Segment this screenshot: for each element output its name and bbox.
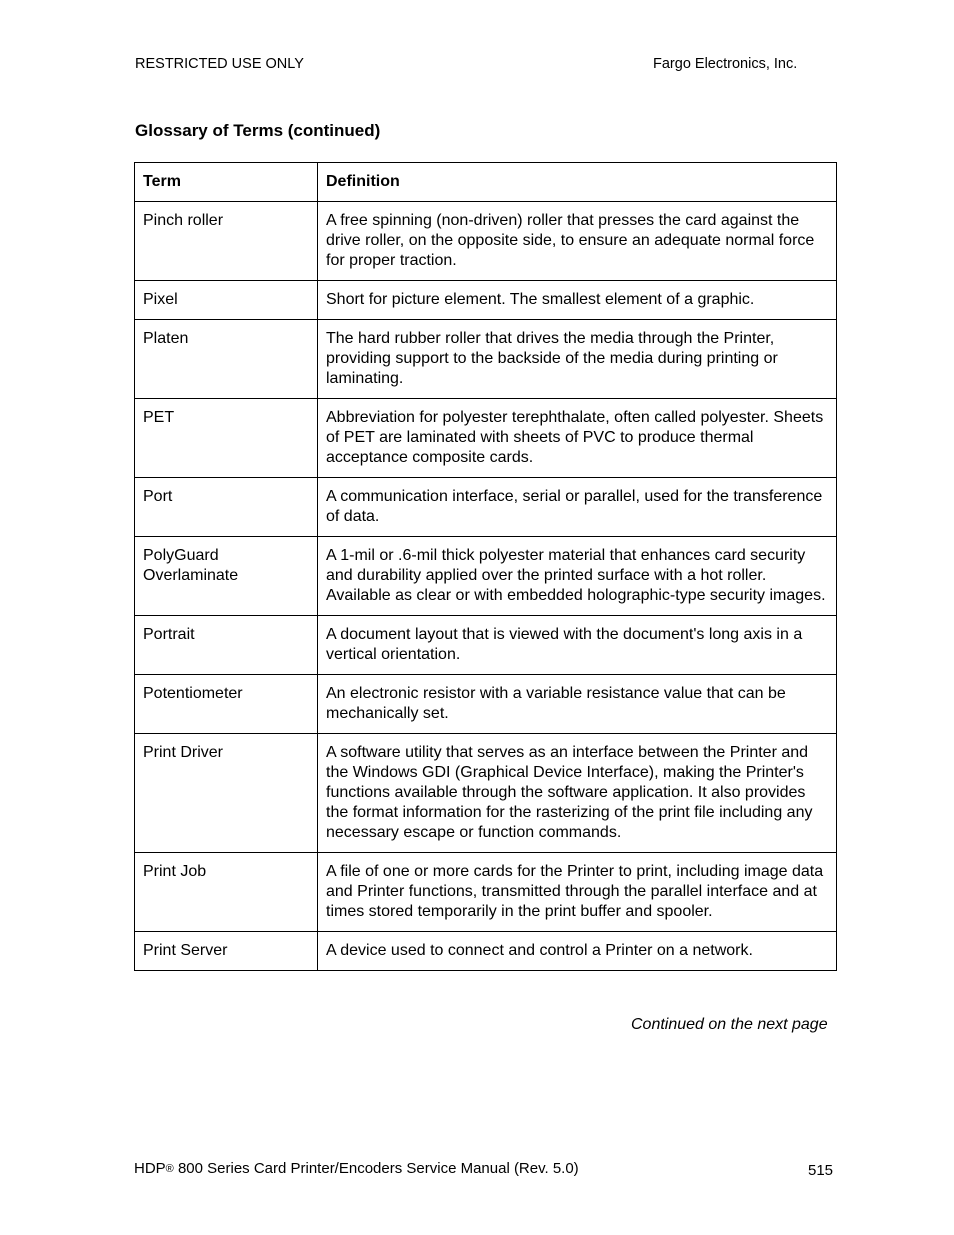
table-row [135,320,837,399]
definition-cell: Abbreviation for polyester terephthalate, often called polyester. Sheets of PET are laminated with sheets of PVC to produce thermal acceptance composite cards. [318,399,837,478]
continued-note: Continued on the next page [631,1016,828,1033]
column-header-term: Term [135,163,318,202]
definition-cell: A 1-mil or .6-mil thick polyester material that enhances card security and durability applied over the printed surface with a hot roller. Available as clear or with embedded holographic-type security images. [318,537,837,616]
footer-manual-title [134,1160,579,1177]
definition-cell: A document layout that is viewed with the document's long axis in a vertical orientation. [318,616,837,675]
page-number: 515 [808,1162,834,1179]
table-row [135,932,837,971]
table-row [135,616,837,675]
term-cell: PolyGuard Overlaminate [135,537,318,616]
table-row [135,399,837,478]
definition-cell: A software utility that serves as an interface between the Printer and the Windows GDI (Graphical Device Interface), making the Printer's functions available through the software application. It also provides the format information for the rasterizing of the print file including any necessary escape or function commands. [318,734,837,853]
glossary-table [134,162,837,971]
term-cell: Portrait [135,616,318,675]
footer-brand: HDP [134,1160,166,1177]
definition-cell: The hard rubber roller that drives the media through the Printer, providing support to the backside of the media during printing or laminating. [318,320,837,399]
table-row [135,202,837,281]
table-row [135,478,837,537]
page-title: Glossary of Terms (continued) [135,121,381,140]
registered-mark: ® [165,1163,174,1175]
term-cell: PET [135,399,318,478]
term-cell: Print Driver [135,734,318,853]
definition-cell: A communication interface, serial or parallel, used for the transference of data. [318,478,837,537]
table-row [135,734,837,853]
header-restricted-label: RESTRICTED USE ONLY [135,56,304,72]
definition-cell: An electronic resistor with a variable resistance value that can be mechanically set. [318,675,837,734]
footer-title-rest: 800 Series Card Printer/Encoders Service Manual (Rev. 5.0) [173,1160,579,1177]
definition-cell: A file of one or more cards for the Printer to print, including image data and Printer functions, transmitted through the parallel interface and at times stored temporarily in the print buffer and spooler. [318,853,837,932]
term-cell: Print Job [135,853,318,932]
term-cell: Pinch roller [135,202,318,281]
term-cell: Print Server [135,932,318,971]
term-cell: Potentiometer [135,675,318,734]
table-row [135,281,837,320]
column-header-definition: Definition [318,163,837,202]
term-cell: Port [135,478,318,537]
definition-cell: A device used to connect and control a Printer on a network. [318,932,837,971]
table-row [135,853,837,932]
definition-cell: Short for picture element. The smallest element of a graphic. [318,281,837,320]
table-row [135,537,837,616]
table-header-row [135,163,837,202]
term-cell: Pixel [135,281,318,320]
header-company-name: Fargo Electronics, Inc. [653,56,798,72]
table-row [135,675,837,734]
term-cell: Platen [135,320,318,399]
definition-cell: A free spinning (non-driven) roller that presses the card against the drive roller, on the opposite side, to ensure an adequate normal force for proper traction. [318,202,837,281]
